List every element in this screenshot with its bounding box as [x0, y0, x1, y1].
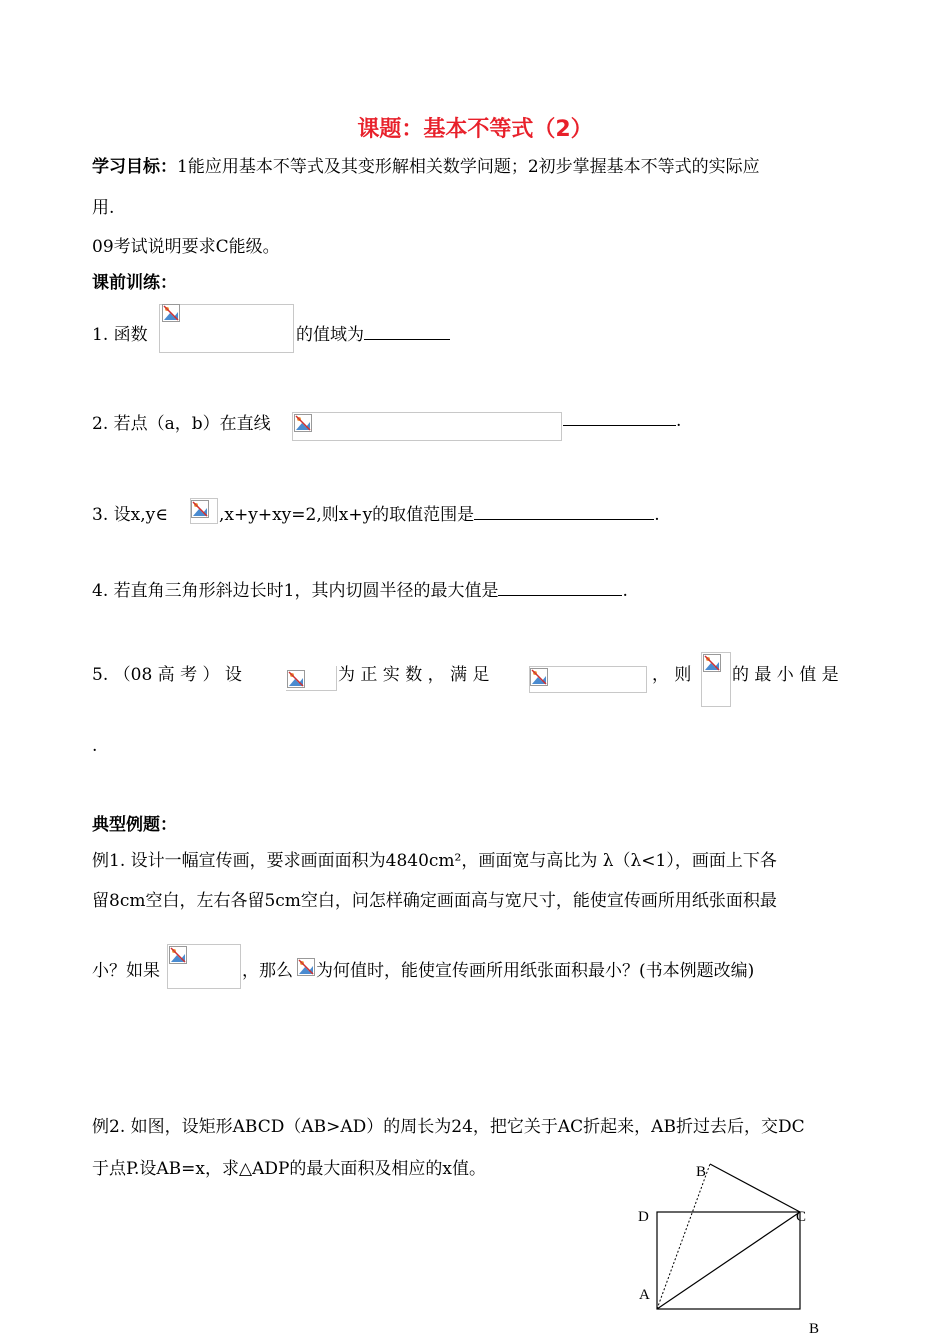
broken-image-icon — [530, 668, 548, 686]
answer-blank-1[interactable] — [364, 323, 450, 340]
pre-training-label: 课前训练： — [92, 273, 177, 293]
objectives-label: 学习目标： — [92, 157, 177, 177]
question-1-text: 的值域为 — [296, 325, 364, 345]
broken-image-icon — [191, 500, 209, 518]
label-b-prime: B — [696, 1164, 707, 1180]
question-3-suffix — [219, 500, 660, 525]
question-4 — [92, 576, 628, 601]
question-5-then: ， 则 — [652, 665, 692, 685]
answer-blank-4[interactable] — [498, 579, 622, 596]
example-2-line-2: 于点P.设AB=x，求△ADP的最大面积及相应的x值。 — [92, 1159, 487, 1179]
question-3-text: ,x+y+xy=2,则x+y的取值范围是 — [219, 505, 475, 525]
example-1-line-3-suffix: 为何值时，能使宣传画所用纸张面积最小？(书本例题改编) — [316, 961, 755, 981]
objectives-line-1 — [92, 152, 760, 177]
question-4-end: . — [622, 581, 628, 601]
answer-blank-2[interactable] — [563, 409, 676, 426]
question-1-prefix: 1. 函数 — [92, 325, 148, 345]
answer-blank-3[interactable] — [474, 503, 654, 520]
broken-image-icon — [297, 958, 315, 976]
label-c: C — [796, 1209, 807, 1225]
question-3-prefix: 3. 设x,y∈ — [92, 505, 168, 525]
exam-requirement: 09考试说明要求C能级。 — [92, 237, 280, 257]
broken-image-icon — [287, 670, 305, 688]
broken-image-icon — [294, 414, 312, 432]
broken-image-icon — [703, 654, 721, 672]
label-b: B — [809, 1321, 820, 1337]
broken-image-icon — [162, 304, 180, 322]
question-5-prefix: 5. （08 高 考 ） 设 — [92, 665, 242, 685]
question-2-end: . — [676, 411, 682, 431]
document-title: 课题：基本不等式（2） — [357, 117, 593, 142]
objectives-line-2: 用. — [92, 198, 115, 218]
rectangle-fold-figure — [620, 1150, 840, 1340]
example-1-line-2: 留8cm空白，左右各留5cm空白，问怎样确定画面高与宽尺寸，能使宣传画所用纸张面积最 — [92, 891, 777, 911]
question-2-suffix — [563, 409, 681, 431]
question-5-end-text: 的 最 小 值 是 — [732, 665, 839, 685]
diagonal-ac — [657, 1212, 800, 1309]
formula-image-q2 — [292, 412, 562, 441]
folded-edge-ab — [657, 1164, 710, 1309]
question-5-period: . — [92, 736, 98, 756]
question-3-end: . — [654, 505, 660, 525]
example-1-line-1: 例1. 设计一幅宣传画，要求画面面积为4840cm²，画面宽与高比为 λ（λ<1），画面上下各 — [92, 851, 777, 871]
label-d: D — [638, 1209, 649, 1225]
question-2-prefix: 2. 若点（a，b）在直线 — [92, 414, 271, 434]
question-4-text: 4. 若直角三角形斜边长时1，其内切圆半径的最大值是 — [92, 581, 499, 601]
broken-image-icon — [169, 946, 187, 964]
question-1-suffix — [296, 320, 450, 345]
example-2-line-1: 例2. 如图，设矩形ABCD（AB>AD）的周长为24，把它关于AC折起来，AB折过去后，交DC — [92, 1117, 805, 1137]
label-a: A — [639, 1287, 650, 1303]
example-1-line-3-prefix: 小？如果 — [92, 961, 160, 981]
examples-label: 典型例题： — [92, 815, 177, 835]
example-1-line-3-mid: ，那么 — [242, 961, 293, 981]
objectives-text: 1能应用基本不等式及其变形解相关数学问题；2初步掌握基本不等式的实际应 — [177, 157, 760, 177]
question-5-mid: 为 正 实 数 ， 满 足 — [338, 665, 490, 685]
folded-edge-bc — [710, 1164, 800, 1212]
